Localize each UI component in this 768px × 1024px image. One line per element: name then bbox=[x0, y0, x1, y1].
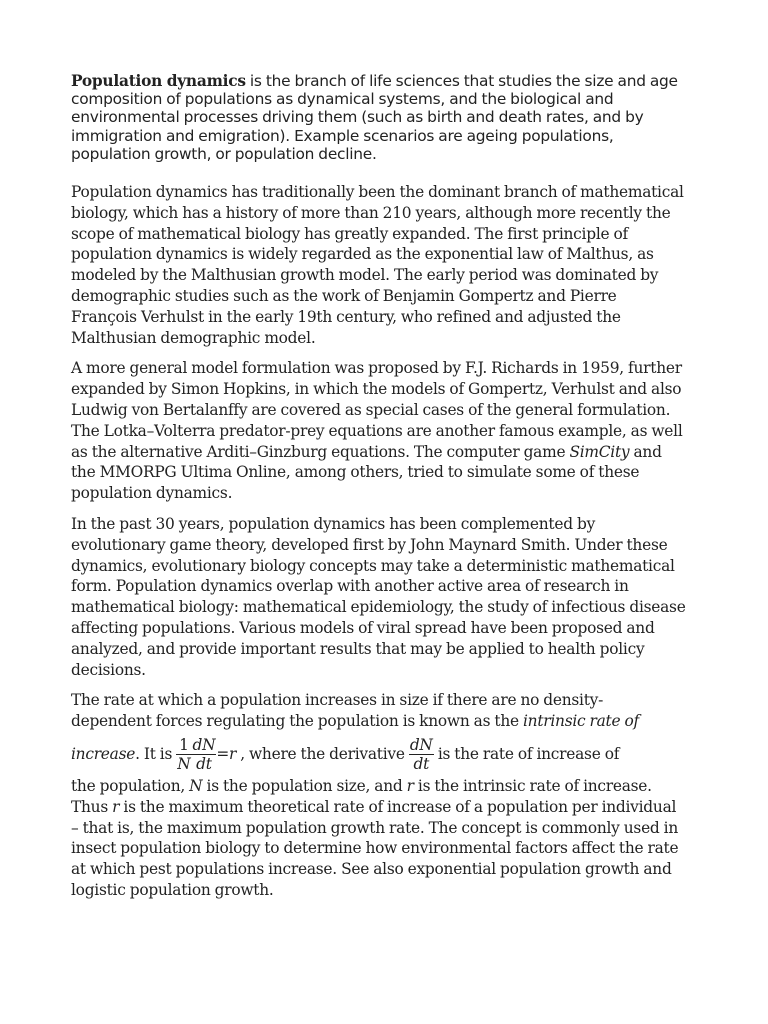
text-line: evolutionary game theory, developed first by John Maynard Smith. Under these bbox=[71, 535, 668, 554]
text-line: population dynamics. bbox=[71, 484, 233, 503]
text-line: at which pest populations increase. See also exponential population growth and bbox=[71, 860, 672, 879]
text-line: François Verhulst in the early 19th century, who refined and adjusted the bbox=[71, 307, 621, 326]
text-line: , where the derivative bbox=[236, 744, 409, 763]
text-line: . It is bbox=[135, 744, 177, 763]
formula-derivative bbox=[409, 736, 434, 773]
text-line: is the intrinsic rate of increase. bbox=[413, 776, 652, 795]
frac-denominator: dt bbox=[196, 755, 212, 774]
text-line: insect population biology to determine how environmental factors affect the rate bbox=[71, 839, 679, 858]
emphasis-simcity: SimCity bbox=[569, 442, 630, 461]
text-line: as the alternative Arditi–Ginzburg equations. The computer game bbox=[71, 442, 570, 461]
text-line: mathematical biology: mathematical epidemiology, the study of infectious disease bbox=[71, 598, 686, 617]
text-line: A more general model formulation was proposed by F.J. Richards in 1959, further bbox=[71, 359, 682, 378]
text-line: environmental processes driving them (such as birth and death rates, and by bbox=[71, 108, 644, 127]
text-line: dynamics, evolutionary biology concepts may take a deterministic mathematical bbox=[71, 556, 675, 575]
text-line: is the population size, and bbox=[202, 776, 407, 795]
text-line: is the rate of increase of bbox=[437, 744, 620, 763]
variable-r: r bbox=[112, 797, 120, 816]
emphasis-intrinsic-rate: intrinsic rate of bbox=[522, 712, 639, 731]
text-line: The rate at which a population increases in size if there are no density- bbox=[71, 691, 604, 710]
text-line: population dynamics is widely regarded as the exponential law of Malthus, as bbox=[71, 245, 654, 264]
term-population-dynamics: Population dynamics bbox=[71, 72, 246, 90]
text-line: Malthusian demographic model. bbox=[71, 328, 316, 347]
frac-numerator: dN bbox=[192, 736, 216, 755]
document-body bbox=[71, 72, 699, 901]
equals-sign: = bbox=[216, 744, 229, 763]
text-line: affecting populations. Various models of viral spread have been proposed and bbox=[71, 618, 655, 637]
text-line: the MMORPG Ultima Online, among others, tried to simulate some of these bbox=[71, 463, 640, 482]
paragraph-game-theory bbox=[71, 514, 699, 680]
paragraph-intro bbox=[71, 72, 699, 163]
text-line: – that is, the maximum population growth rate. The concept is commonly used in bbox=[71, 818, 679, 837]
frac-numerator: 1 bbox=[176, 736, 191, 755]
paragraph-intrinsic-rate bbox=[71, 690, 699, 900]
text-line: logistic population growth. bbox=[71, 880, 274, 899]
variable-r: r bbox=[406, 776, 414, 795]
formula-line bbox=[71, 736, 620, 774]
text-line: The Lotka–Volterra predator-prey equations are another famous example, as well bbox=[71, 421, 683, 440]
text-line: population growth, or population decline. bbox=[71, 144, 377, 163]
text-line: demographic studies such as the work of Benjamin Gompertz and Pierre bbox=[71, 287, 617, 305]
text-line: Population dynamics has traditionally been the dominant branch of mathematical bbox=[71, 183, 684, 202]
formula-one-over-n bbox=[176, 736, 191, 773]
formula-dn-dt bbox=[191, 736, 216, 773]
formula-r: r bbox=[228, 744, 237, 763]
text-line: In the past 30 years, population dynamics has been complemented by bbox=[71, 514, 596, 533]
text-line: scope of mathematical biology has greatly expanded. The first principle of bbox=[71, 224, 628, 243]
text-line: modeled by the Malthusian growth model. The early period was dominated by bbox=[71, 266, 659, 285]
text-line: Ludwig von Bertalanffy are covered as special cases of the general formulation. bbox=[71, 400, 671, 419]
text-line: expanded by Simon Hopkins, in which the models of Gompertz, Verhulst and also bbox=[71, 380, 682, 399]
frac-numerator: dN bbox=[409, 736, 433, 755]
paragraph-models bbox=[71, 358, 699, 504]
text-line: immigration and emigration). Example scenarios are ageing populations, bbox=[71, 126, 614, 145]
paragraph-history bbox=[71, 182, 699, 348]
text-line: composition of populations as dynamical systems, and the biological and bbox=[71, 90, 614, 109]
frac-denominator: dt bbox=[413, 755, 430, 774]
text-line: Thus bbox=[71, 797, 113, 816]
text-line: dependent forces regulating the population is known as the bbox=[71, 712, 523, 731]
text-line: biology, which has a history of more than 210 years, although more recently the bbox=[71, 203, 671, 222]
emphasis-increase: increase bbox=[71, 744, 136, 763]
frac-denominator: N bbox=[177, 755, 191, 774]
text-line: the population, bbox=[71, 776, 190, 795]
variable-n: N bbox=[189, 776, 203, 795]
text-line: is the maximum theoretical rate of increase of a population per individual bbox=[119, 797, 677, 816]
text-line: analyzed, and provide important results that may be applied to health policy bbox=[71, 639, 645, 658]
text-line: and bbox=[629, 442, 662, 461]
text-line: decisions. bbox=[71, 660, 146, 679]
text-line: form. Population dynamics overlap with another active area of research in bbox=[71, 577, 629, 596]
text-line: is the branch of life sciences that studies the size and age bbox=[245, 72, 678, 90]
